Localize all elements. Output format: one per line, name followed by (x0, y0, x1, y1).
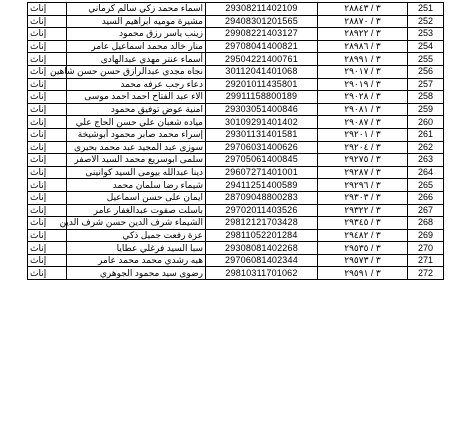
national-id-cell: 29201011435801 (206, 78, 318, 91)
serial-cell: 260 (408, 116, 444, 129)
serial-cell: 264 (408, 166, 444, 179)
gender-cell: إناث (28, 128, 67, 141)
name-cell: إسراء محمد صابر محمود أبوشيخة (67, 128, 206, 141)
table-row (28, 141, 444, 154)
national-id-cell: 29911158800189 (206, 91, 318, 104)
national-id-cell: 29301131401581 (206, 128, 318, 141)
name-cell: شيماء رضا سلمان محمد (67, 179, 206, 192)
name-cell: نجاه مجدي عبدالرازق حسن حسن شاهين (67, 65, 206, 78)
table-row (28, 103, 444, 116)
code-cell: ٣ / ٢٩٥٧٣ (318, 254, 408, 267)
name-cell: اسماء محمد زكي سالم كرماني (67, 3, 206, 16)
table-row (28, 254, 444, 267)
serial-cell: 254 (408, 40, 444, 53)
name-cell: عزة رفعت جميل ذكي (67, 229, 206, 242)
code-cell: ٣ / ٢٩٣٠٣ (318, 191, 408, 204)
name-cell: ايمان على حسن اسماعيل (67, 191, 206, 204)
serial-cell: 270 (408, 242, 444, 255)
gender-cell: إناث (28, 3, 67, 16)
national-id-cell: 29708041400821 (206, 40, 318, 53)
national-id-cell: 29908221403127 (206, 28, 318, 41)
gender-cell: إناث (28, 267, 67, 280)
code-cell: ٣ / ٢٩٠٨٧ (318, 116, 408, 129)
table-row (28, 15, 444, 28)
serial-cell: 252 (408, 15, 444, 28)
code-cell: ٣ / ٢٨٩٩١ (318, 53, 408, 66)
table-row (28, 128, 444, 141)
serial-cell: 268 (408, 217, 444, 230)
serial-cell: 266 (408, 191, 444, 204)
serial-cell: 265 (408, 179, 444, 192)
national-id-cell: 30112041401068 (206, 65, 318, 78)
table-row (28, 166, 444, 179)
name-cell: سلمى ابوسريع محمد السيد الاصفر (67, 154, 206, 167)
table-row (28, 204, 444, 217)
code-cell: ٣ / ٢٨٨٤٣ (318, 3, 408, 16)
code-cell: ٣ / ٢٩٥٣٥ (318, 242, 408, 255)
name-cell: امنية عوض توفيق محمود (67, 103, 206, 116)
name-cell: الشيماء شرف الدين حسن شرف الدين (67, 217, 206, 230)
table-row (28, 28, 444, 41)
gender-cell: إناث (28, 116, 67, 129)
code-cell: ٣ / ٢٩٢٠٤ (318, 141, 408, 154)
name-cell: سوزى عبد المجيد عبد محمد بحيرى (67, 141, 206, 154)
code-cell: ٣ / ٢٩٢٩٦ (318, 179, 408, 192)
roster-sheet (27, 2, 442, 280)
name-cell: مشيرة موميه ابراهيم السيد (67, 15, 206, 28)
gender-cell: إناث (28, 217, 67, 230)
code-cell: ٣ / ٢٩٤٨٢ (318, 229, 408, 242)
national-id-cell: 29812121703428 (206, 217, 318, 230)
serial-cell: 272 (408, 267, 444, 280)
name-cell: منار خالد محمد اسماعيل عامر (67, 40, 206, 53)
table-row (28, 267, 444, 280)
national-id-cell: 29705061400845 (206, 154, 318, 167)
serial-cell: 256 (408, 65, 444, 78)
serial-cell: 255 (408, 53, 444, 66)
gender-cell: إناث (28, 154, 67, 167)
gender-cell: إناث (28, 254, 67, 267)
name-cell: سبا السيد فرغلي عطايا (67, 242, 206, 255)
serial-cell: 269 (408, 229, 444, 242)
national-id-cell: 29810311701062 (206, 267, 318, 280)
national-id-cell: 29702011403526 (206, 204, 318, 217)
table-row (28, 65, 444, 78)
table-row (28, 91, 444, 104)
national-id-cell: 29411251400589 (206, 179, 318, 192)
code-cell: ٣ / ٢٨٩٨٦ (318, 40, 408, 53)
gender-cell: إناث (28, 179, 67, 192)
national-id-cell: 29607271401001 (206, 166, 318, 179)
name-cell: هبه رشدي محمد محمد عامر (67, 254, 206, 267)
serial-cell: 257 (408, 78, 444, 91)
name-cell: أسماء عنتر مهدي عبدالهادى (67, 53, 206, 66)
code-cell: ٣ / ٢٩٢٧٥ (318, 154, 408, 167)
name-cell: دينا عبدالله بيومى السيد كوانينى (67, 166, 206, 179)
national-id-cell: 29706081402344 (206, 254, 318, 267)
gender-cell: إناث (28, 65, 67, 78)
serial-cell: 253 (408, 28, 444, 41)
national-id-cell: 29308081402268 (206, 242, 318, 255)
national-id-cell: 29811052201284 (206, 229, 318, 242)
national-id-cell: 30109291401402 (206, 116, 318, 129)
serial-cell: 271 (408, 254, 444, 267)
gender-cell: إناث (28, 15, 67, 28)
national-id-cell: 28709048800283 (206, 191, 318, 204)
gender-cell: إناث (28, 242, 67, 255)
code-cell: ٣ / ٢٩٣٢٢ (318, 204, 408, 217)
serial-cell: 263 (408, 154, 444, 167)
gender-cell: إناث (28, 141, 67, 154)
table-row (28, 116, 444, 129)
name-cell: زينب ياسر رزق محمود (67, 28, 206, 41)
code-cell: ٣ / ٢٩٠١٩ (318, 78, 408, 91)
gender-cell: إناث (28, 103, 67, 116)
table-row (28, 179, 444, 192)
national-id-cell: 29308211402109 (206, 3, 318, 16)
table-row (28, 40, 444, 53)
name-cell: رضوى سيد محمود الجوهري (67, 267, 206, 280)
table-row (28, 154, 444, 167)
serial-cell: 258 (408, 91, 444, 104)
code-cell: ٣ / ٢٩٠١٧ (318, 65, 408, 78)
code-cell: ٣ / ٢٨٩٢٢ (318, 28, 408, 41)
code-cell: ٣ / ٢٩٣٤٥ (318, 217, 408, 230)
gender-cell: إناث (28, 229, 67, 242)
name-cell: مياده شعبان علي حسن الحاج علي (67, 116, 206, 129)
table-row (28, 242, 444, 255)
serial-cell: 267 (408, 204, 444, 217)
gender-cell: إناث (28, 191, 67, 204)
code-cell: ٣ / ٢٨٨٧٠ (318, 15, 408, 28)
national-id-cell: 29504221400761 (206, 53, 318, 66)
code-cell: ٣ / ٢٩٠٨١ (318, 103, 408, 116)
table-row (28, 229, 444, 242)
serial-cell: 262 (408, 141, 444, 154)
national-id-cell: 29706031400626 (206, 141, 318, 154)
roster-table (27, 2, 444, 280)
gender-cell: إناث (28, 91, 67, 104)
name-cell: الاء عبد الفتاح احمد احمد موسى (67, 91, 206, 104)
code-cell: ٣ / ٢٩٢٠١ (318, 128, 408, 141)
national-id-cell: 29408301201565 (206, 15, 318, 28)
serial-cell: 251 (408, 3, 444, 16)
table-row (28, 3, 444, 16)
name-cell: دعاء رجب عرفه محمد (67, 78, 206, 91)
name-cell: باسلت صفوت عبدالغفار عامر (67, 204, 206, 217)
table-row (28, 53, 444, 66)
code-cell: ٣ / ٢٩٢٨٧ (318, 166, 408, 179)
gender-cell: إناث (28, 53, 67, 66)
roster-table-body (28, 3, 444, 280)
serial-cell: 261 (408, 128, 444, 141)
gender-cell: إناث (28, 166, 67, 179)
code-cell: ٣ / ٢٩٠٢٨ (318, 91, 408, 104)
gender-cell: إناث (28, 204, 67, 217)
code-cell: ٣ / ٢٩٥٩١ (318, 267, 408, 280)
table-row (28, 78, 444, 91)
gender-cell: إناث (28, 78, 67, 91)
table-row (28, 191, 444, 204)
national-id-cell: 29303051400846 (206, 103, 318, 116)
gender-cell: إناث (28, 40, 67, 53)
table-row (28, 217, 444, 230)
gender-cell: إناث (28, 28, 67, 41)
serial-cell: 259 (408, 103, 444, 116)
